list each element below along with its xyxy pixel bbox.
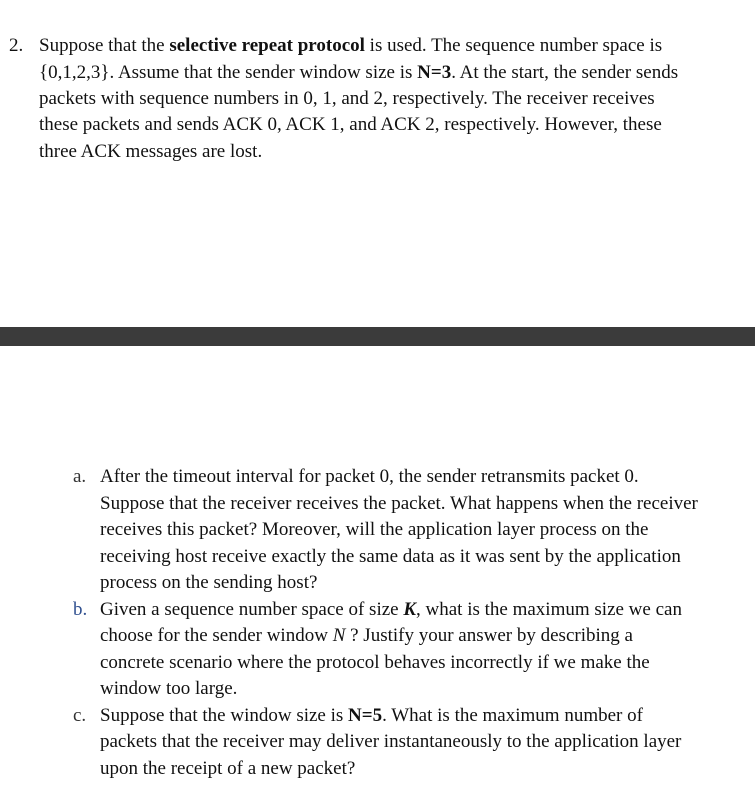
part-c-marker: c.: [73, 705, 87, 726]
question-line-4: these packets and sends ACK 0, ACK 1, and ACK 2, respectively. However, these: [39, 114, 662, 135]
part-b-line-2: choose for the sender window N ? Justify your answer by describing a: [100, 625, 633, 646]
question-line-3: packets with sequence numbers in 0, 1, and 2, respectively. The receiver receives: [39, 88, 655, 109]
part-b-marker: b.: [73, 599, 88, 620]
part-a-line-3: receives this packet? Moreover, will the application layer process on the: [100, 519, 649, 540]
term-window-size-5: N=5: [348, 705, 383, 726]
question-number: 2.: [9, 35, 24, 56]
part-b-line-4: window too large.: [100, 678, 238, 699]
part-a-line-1: After the timeout interval for packet 0, the sender retransmits packet 0.: [100, 466, 639, 487]
part-a-line-5: process on the sending host?: [100, 572, 318, 593]
term-window-size: N=3: [417, 62, 452, 83]
part-c-line-3: upon the receipt of a new packet?: [100, 758, 356, 779]
part-a-marker: a.: [73, 466, 87, 487]
question-line-1: Suppose that the selective repeat protocol is used. The sequence number space is: [39, 35, 663, 56]
question-line-5: three ACK messages are lost.: [39, 141, 263, 162]
part-c-line-2: packets that the receiver may deliver instantaneously to the application layer: [100, 731, 682, 752]
var-n: N: [332, 625, 346, 646]
part-c-line-1: Suppose that the window size is N=5. What is the maximum number of: [100, 705, 643, 726]
page-divider: [0, 327, 755, 346]
term-selective-repeat: selective repeat protocol: [169, 35, 365, 56]
var-k: K: [403, 599, 417, 620]
part-a-line-2: Suppose that the receiver receives the packet. What happens when the receiver: [100, 493, 698, 514]
part-b-line-3: concrete scenario where the protocol behaves incorrectly if we make the: [100, 652, 650, 673]
question-line-2: {0,1,2,3}. Assume that the sender window size is N=3. At the start, the sender sends: [39, 62, 679, 83]
part-b-line-1: Given a sequence number space of size K, what is the maximum size we can: [100, 599, 682, 620]
part-a-line-4: receiving host receive exactly the same data as it was sent by the application: [100, 546, 681, 567]
